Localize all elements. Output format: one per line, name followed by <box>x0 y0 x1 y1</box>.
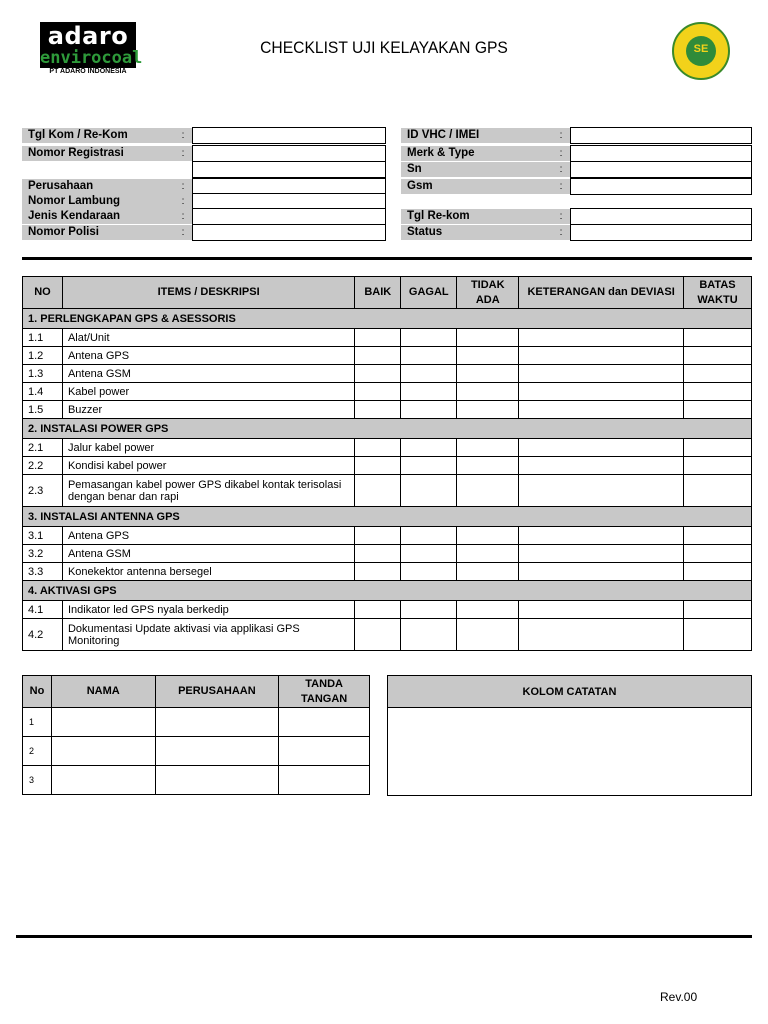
signature-cell-nama[interactable] <box>51 766 155 795</box>
col-header-items: ITEMS / DESKRIPSI <box>62 277 354 309</box>
cell-tidak-ada[interactable] <box>457 383 519 401</box>
item-number: 3.2 <box>23 545 63 563</box>
item-number: 1.3 <box>23 365 63 383</box>
cell-baik[interactable] <box>355 563 401 581</box>
cell-keterangan[interactable] <box>519 545 684 563</box>
item-number: 3.1 <box>23 527 63 545</box>
table-row <box>23 563 752 581</box>
cell-batas-waktu[interactable] <box>684 601 752 619</box>
item-description <box>62 527 354 545</box>
cell-gagal[interactable] <box>401 475 457 507</box>
item-description <box>62 329 354 347</box>
cell-keterangan[interactable] <box>519 527 684 545</box>
item-description <box>62 563 354 581</box>
cell-tidak-ada[interactable] <box>457 601 519 619</box>
info-left-colon: : <box>181 148 185 159</box>
cell-tidak-ada[interactable] <box>457 619 519 651</box>
item-description <box>62 347 354 365</box>
info-right-label: Merk & Type <box>401 146 571 161</box>
info-right-field[interactable] <box>570 161 752 178</box>
signature-cell-tanda-tangan[interactable] <box>279 708 370 737</box>
cell-gagal[interactable] <box>401 347 457 365</box>
header-line: BATAS <box>699 278 736 291</box>
cell-keterangan[interactable] <box>519 329 684 347</box>
item-description <box>62 601 354 619</box>
item-description <box>62 545 354 563</box>
signature-row <box>23 708 370 737</box>
cell-gagal[interactable] <box>401 563 457 581</box>
logo-brand: adaro <box>47 22 129 50</box>
cell-keterangan[interactable] <box>519 563 684 581</box>
section-row <box>23 419 752 439</box>
cell-gagal[interactable] <box>401 365 457 383</box>
item-description-line: Antena GSM <box>67 367 131 380</box>
info-left-label: Nomor Polisi <box>22 225 192 240</box>
info-left-colon: : <box>181 211 185 222</box>
cell-tidak-ada[interactable] <box>457 347 519 365</box>
info-right-colon: : <box>559 227 563 238</box>
item-number: 4.1 <box>23 601 63 619</box>
signature-row <box>23 737 370 766</box>
cell-baik[interactable] <box>355 545 401 563</box>
item-description <box>62 383 354 401</box>
table-row <box>23 475 752 507</box>
item-number: 1.1 <box>23 329 63 347</box>
seal-text: SE <box>693 43 709 55</box>
col-header-tidak-ada <box>457 277 519 309</box>
cell-batas-waktu[interactable] <box>684 527 752 545</box>
table-row <box>23 619 752 651</box>
table-row <box>23 383 752 401</box>
section-row <box>23 507 752 527</box>
item-description <box>62 401 354 419</box>
cell-gagal[interactable] <box>401 401 457 419</box>
cell-tidak-ada[interactable] <box>457 457 519 475</box>
logo-company-name: PT ADARO INDONESIA <box>49 68 127 75</box>
item-description-line: Antena GSM <box>67 547 131 560</box>
table-row <box>23 365 752 383</box>
info-right-field[interactable] <box>570 224 752 241</box>
cell-tidak-ada[interactable] <box>457 475 519 507</box>
header-line: TANDA <box>305 677 343 690</box>
info-right-colon: : <box>559 181 563 192</box>
item-description-line: Pemasangan kabel power GPS dikabel kontak terisolasi <box>67 478 342 491</box>
info-left-field[interactable] <box>192 224 386 241</box>
item-description-line: Indikator led GPS nyala berkedip <box>67 603 229 616</box>
cell-keterangan[interactable] <box>519 475 684 507</box>
item-description-line: Kabel power <box>67 385 130 398</box>
info-left-field[interactable] <box>192 145 386 162</box>
cell-baik[interactable] <box>355 457 401 475</box>
cell-batas-waktu[interactable] <box>684 329 752 347</box>
cell-baik[interactable] <box>355 401 401 419</box>
signature-table <box>22 675 370 795</box>
signature-cell-perusahaan[interactable] <box>155 708 279 737</box>
notes-table <box>387 675 752 796</box>
table-row <box>23 527 752 545</box>
item-description-line: Antena GPS <box>67 529 130 542</box>
logo-sub-brand: envirocoal <box>40 48 143 68</box>
sig-header-nama: NAMA <box>51 676 155 708</box>
item-description-line: Konekektor antenna bersegel <box>67 565 212 578</box>
item-number: 2.3 <box>23 475 63 507</box>
item-number: 3.3 <box>23 563 63 581</box>
sig-header-tanda-tangan <box>279 676 370 708</box>
item-description-line: Jalur kabel power <box>67 441 155 454</box>
signature-row-number: 3 <box>23 766 52 795</box>
signature-row-number: 1 <box>23 708 52 737</box>
header-line: TANGAN <box>301 692 348 705</box>
certification-seal-icon <box>672 22 730 80</box>
notes-field[interactable] <box>388 708 752 796</box>
info-right-field[interactable] <box>570 145 752 162</box>
cell-tidak-ada[interactable] <box>457 439 519 457</box>
item-description <box>62 439 354 457</box>
cell-tidak-ada[interactable] <box>457 401 519 419</box>
cell-batas-waktu[interactable] <box>684 619 752 651</box>
info-left-label: Nomor Lambung <box>22 194 192 209</box>
info-right-label: ID VHC / IMEI <box>401 128 571 143</box>
cell-baik[interactable] <box>355 439 401 457</box>
info-left-colon: : <box>181 196 185 207</box>
info-right-label: Tgl Re-kom <box>401 209 571 224</box>
signature-cell-nama[interactable] <box>51 708 155 737</box>
cell-batas-waktu[interactable] <box>684 439 752 457</box>
table-row <box>23 329 752 347</box>
col-header-keterangan: KETERANGAN dan DEVIASI <box>519 277 684 309</box>
info-left-colon: : <box>181 181 185 192</box>
cell-tidak-ada[interactable] <box>457 329 519 347</box>
cell-gagal[interactable] <box>401 619 457 651</box>
cell-keterangan[interactable] <box>519 457 684 475</box>
info-right-label: Sn <box>401 162 571 177</box>
signature-cell-perusahaan[interactable] <box>155 737 279 766</box>
cell-baik[interactable] <box>355 601 401 619</box>
cell-baik[interactable] <box>355 383 401 401</box>
cell-gagal[interactable] <box>401 439 457 457</box>
cell-tidak-ada[interactable] <box>457 545 519 563</box>
info-right-colon: : <box>559 211 563 222</box>
info-left-extra-field[interactable] <box>192 161 386 178</box>
cell-gagal[interactable] <box>401 329 457 347</box>
item-description <box>62 475 354 507</box>
cell-batas-waktu[interactable] <box>684 475 752 507</box>
cell-baik[interactable] <box>355 475 401 507</box>
info-right-field[interactable] <box>570 127 752 144</box>
table-row <box>23 601 752 619</box>
footer-divider <box>16 935 752 938</box>
cell-keterangan[interactable] <box>519 439 684 457</box>
cell-batas-waktu[interactable] <box>684 457 752 475</box>
item-number: 2.1 <box>23 439 63 457</box>
document-title: CHECKLIST UJI KELAYAKAN GPS <box>260 38 508 57</box>
info-right-label: Status <box>401 225 571 240</box>
section-title: 3. INSTALASI ANTENNA GPS <box>23 507 752 527</box>
col-header-batas-waktu <box>684 277 752 309</box>
section-row <box>23 309 752 329</box>
item-number: 2.2 <box>23 457 63 475</box>
cell-batas-waktu[interactable] <box>684 545 752 563</box>
col-header-no: NO <box>23 277 63 309</box>
cell-baik[interactable] <box>355 527 401 545</box>
cell-baik[interactable] <box>355 365 401 383</box>
col-header-baik: BAIK <box>355 277 401 309</box>
cell-keterangan[interactable] <box>519 619 684 651</box>
table-row <box>23 439 752 457</box>
notes-title: KOLOM CATATAN <box>388 676 752 708</box>
table-row <box>23 347 752 365</box>
info-left-colon: : <box>181 227 185 238</box>
cell-keterangan[interactable] <box>519 383 684 401</box>
cell-gagal[interactable] <box>401 601 457 619</box>
info-left-field[interactable] <box>192 208 386 225</box>
cell-gagal[interactable] <box>401 457 457 475</box>
cell-batas-waktu[interactable] <box>684 563 752 581</box>
cell-baik[interactable] <box>355 619 401 651</box>
item-description-line: Dokumentasi Update aktivasi via applikasi GPS <box>67 622 300 635</box>
item-description-line: dengan benar dan rapi <box>67 490 179 503</box>
info-left-label: Perusahaan <box>22 179 192 194</box>
company-logo <box>40 22 143 68</box>
section-row <box>23 581 752 601</box>
signature-cell-tanda-tangan[interactable] <box>279 766 370 795</box>
cell-keterangan[interactable] <box>519 401 684 419</box>
info-right-field[interactable] <box>570 208 752 225</box>
cell-batas-waktu[interactable] <box>684 383 752 401</box>
info-left-field[interactable] <box>192 127 386 144</box>
info-right-colon: : <box>559 130 563 141</box>
cell-keterangan[interactable] <box>519 601 684 619</box>
checklist-table <box>22 276 752 651</box>
cell-keterangan[interactable] <box>519 347 684 365</box>
item-number: 1.4 <box>23 383 63 401</box>
item-description-line: Monitoring <box>67 634 120 647</box>
item-number: 1.2 <box>23 347 63 365</box>
info-right-field[interactable] <box>570 178 752 195</box>
signature-cell-nama[interactable] <box>51 737 155 766</box>
cell-batas-waktu[interactable] <box>684 401 752 419</box>
header-line: TIDAK <box>470 278 505 291</box>
cell-keterangan[interactable] <box>519 365 684 383</box>
item-number: 4.2 <box>23 619 63 651</box>
section-title: 1. PERLENGKAPAN GPS & ASESSORIS <box>23 309 752 329</box>
section-title: 4. AKTIVASI GPS <box>23 581 752 601</box>
item-description-line: Buzzer <box>67 403 103 416</box>
signature-cell-tanda-tangan[interactable] <box>279 737 370 766</box>
cell-tidak-ada[interactable] <box>457 563 519 581</box>
info-left-colon: : <box>181 130 185 141</box>
signature-row-number: 2 <box>23 737 52 766</box>
revision-label: Rev.00 <box>660 990 698 1004</box>
item-description-line: Kondisi kabel power <box>67 459 167 472</box>
table-row <box>23 545 752 563</box>
signature-row <box>23 766 370 795</box>
table-row <box>23 457 752 475</box>
col-header-gagal: GAGAL <box>401 277 457 309</box>
cell-tidak-ada[interactable] <box>457 527 519 545</box>
section-title: 2. INSTALASI POWER GPS <box>23 419 752 439</box>
item-number: 1.5 <box>23 401 63 419</box>
info-left-label: Tgl Kom / Re-Kom <box>22 128 192 143</box>
cell-batas-waktu[interactable] <box>684 347 752 365</box>
item-description <box>62 365 354 383</box>
section-divider <box>22 257 752 260</box>
header-line: ADA <box>475 293 500 306</box>
item-description-line: Antena GPS <box>67 349 130 362</box>
signature-cell-perusahaan[interactable] <box>155 766 279 795</box>
table-row <box>23 401 752 419</box>
cell-tidak-ada[interactable] <box>457 365 519 383</box>
cell-gagal[interactable] <box>401 527 457 545</box>
sig-header-perusahaan: PERUSAHAAN <box>155 676 279 708</box>
item-description <box>62 619 354 651</box>
info-right-colon: : <box>559 148 563 159</box>
item-description-line: Alat/Unit <box>67 331 110 344</box>
header-line: WAKTU <box>697 293 738 306</box>
cell-baik[interactable] <box>355 329 401 347</box>
info-right-colon: : <box>559 164 563 175</box>
cell-baik[interactable] <box>355 347 401 365</box>
info-left-label: Jenis Kendaraan <box>22 209 192 224</box>
item-description <box>62 457 354 475</box>
sig-header-no: No <box>23 676 52 708</box>
info-right-label: Gsm <box>401 179 571 194</box>
cell-batas-waktu[interactable] <box>684 365 752 383</box>
cell-gagal[interactable] <box>401 383 457 401</box>
info-left-label: Nomor Registrasi <box>22 146 192 161</box>
cell-gagal[interactable] <box>401 545 457 563</box>
